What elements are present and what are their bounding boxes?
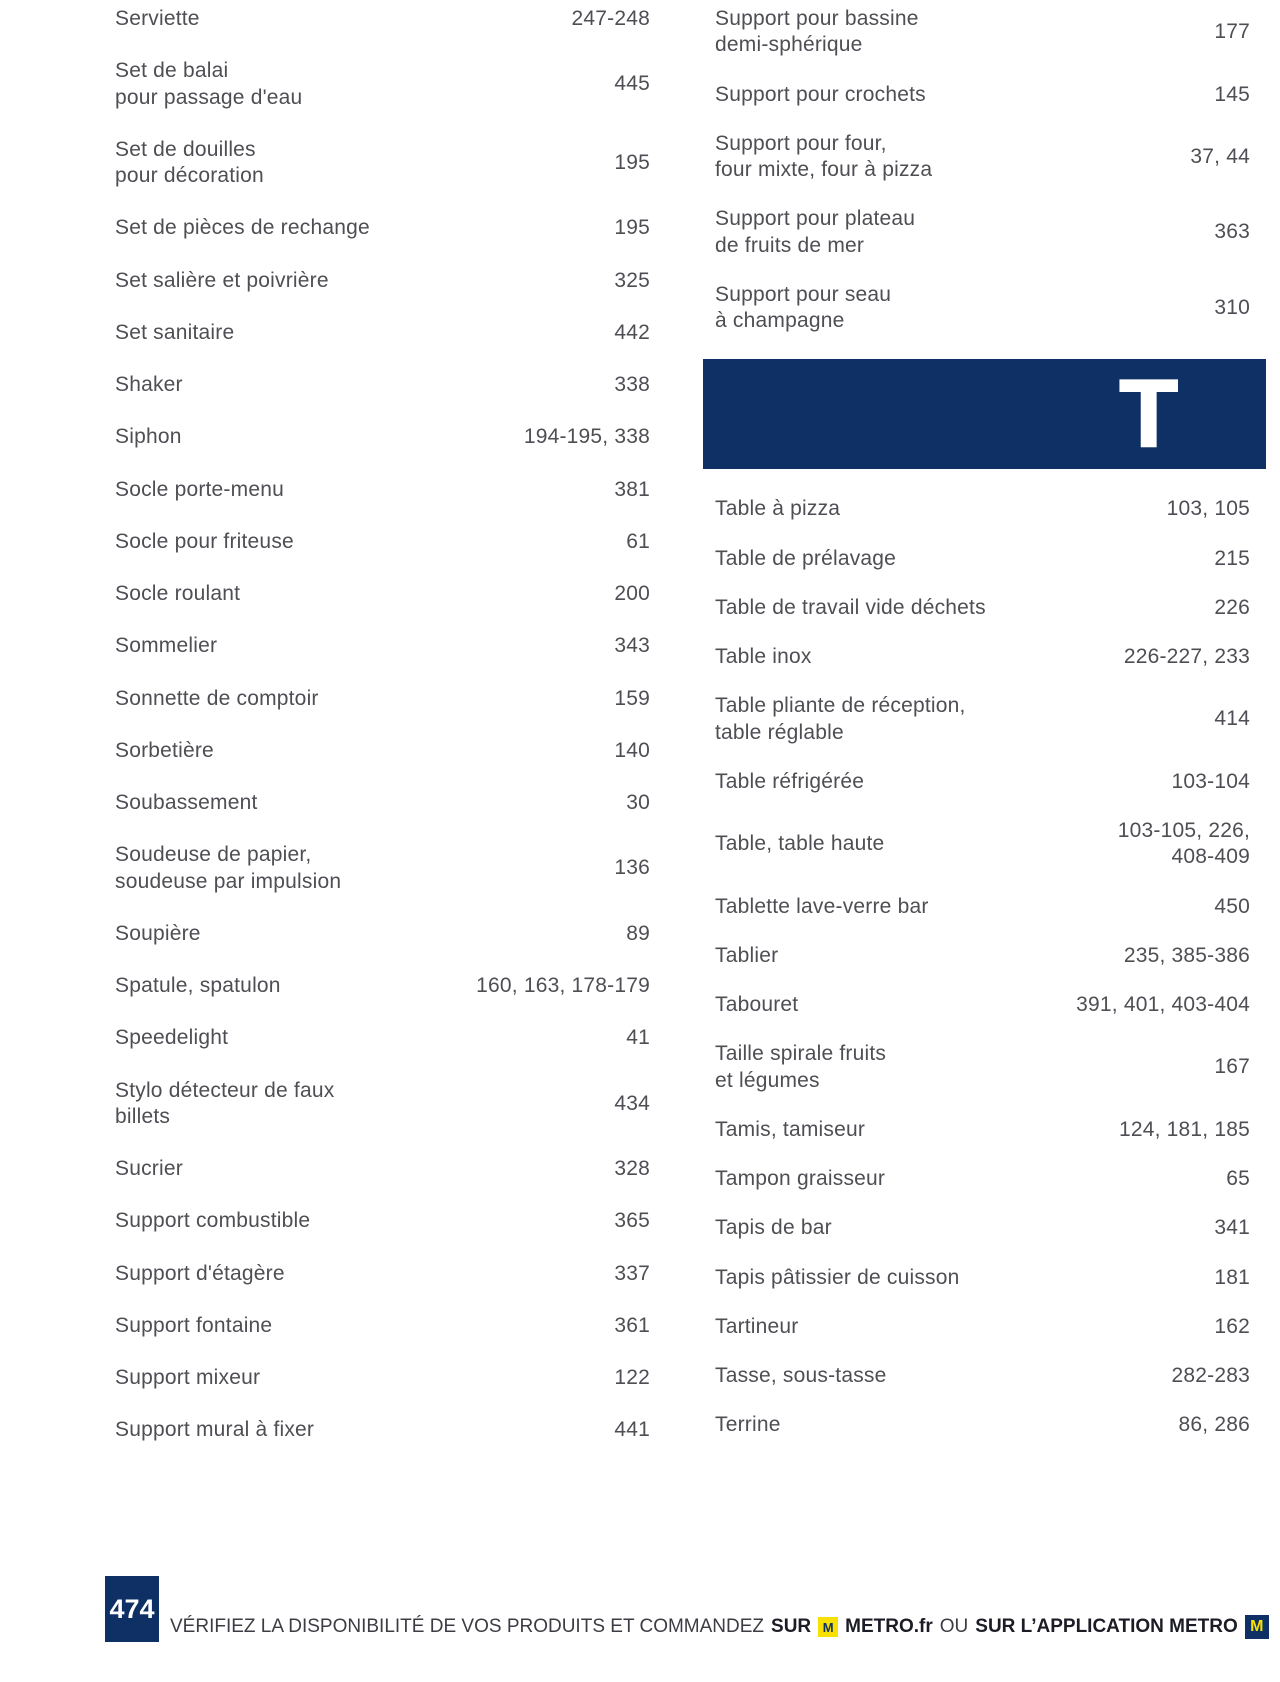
index-column-right	[715, 6, 1250, 1444]
index-term: Siphon	[115, 425, 182, 449]
metro-fr-logo-icon: M	[818, 1617, 838, 1637]
index-pages: 247-248	[571, 7, 650, 30]
index-term: Soupière	[115, 921, 201, 945]
index-row	[715, 992, 1250, 1018]
index-pages: 215	[1214, 546, 1250, 570]
index-term: Spatule, spatulon	[115, 974, 281, 997]
index-term: Table de prélavage	[715, 546, 897, 570]
index-pages: 103-105, 226, 408-409	[1117, 819, 1250, 869]
index-pages: 434	[614, 1091, 650, 1115]
index-pages: 441	[614, 1418, 650, 1442]
index-pages: 282-283	[1171, 1364, 1250, 1387]
index-term: Support pour four, four mixte, four à pizza	[715, 131, 933, 181]
index-pages: 337	[614, 1261, 650, 1285]
index-term: Socle pour friteuse	[115, 529, 294, 553]
index-term: Support mural à fixer	[115, 1418, 315, 1442]
index-pages: 442	[614, 320, 650, 344]
index-row	[715, 82, 1250, 108]
index-term: Support fontaine	[115, 1313, 273, 1337]
index-pages: 450	[1214, 894, 1250, 918]
index-term: Sonnette de comptoir	[115, 686, 319, 710]
index-row	[715, 496, 1250, 522]
index-pages: 86, 286	[1178, 1413, 1250, 1437]
index-row	[115, 1365, 650, 1391]
index-term: Soubassement	[115, 791, 258, 814]
index-pages: 140	[614, 738, 650, 762]
index-pages: 343	[614, 634, 650, 658]
index-term: Table, table haute	[715, 832, 885, 856]
index-pages: 160, 163, 178-179	[476, 974, 650, 997]
index-term: Soudeuse de papier, soudeuse par impulsion	[115, 843, 342, 893]
index-pages: 361	[614, 1313, 650, 1337]
index-pages: 414	[1214, 707, 1250, 731]
index-row	[115, 1025, 650, 1051]
index-pages: 162	[1214, 1314, 1250, 1338]
index-term: Taille spirale fruits et légumes	[715, 1042, 887, 1092]
index-row	[715, 1363, 1250, 1389]
index-term: Table à pizza	[715, 497, 841, 521]
index-pages: 122	[614, 1366, 650, 1389]
index-term: Tabouret	[715, 993, 799, 1016]
index-pages: 391, 401, 403-404	[1076, 993, 1250, 1016]
index-term: Sommelier	[115, 634, 218, 658]
index-pages: 226-227, 233	[1123, 645, 1250, 668]
index-pages: 159	[614, 686, 650, 710]
index-term: Table réfrigérée	[715, 769, 865, 793]
index-pages: 338	[614, 373, 650, 396]
index-term: Set de balai pour passage d'eau	[115, 59, 303, 109]
index-row	[115, 1078, 650, 1131]
footer-text	[170, 1615, 1269, 1642]
index-row	[115, 529, 650, 555]
index-pages: 200	[614, 582, 650, 605]
index-row	[115, 372, 650, 398]
metro-app-logo-icon: M	[1245, 1615, 1269, 1639]
index-column-left	[115, 6, 650, 1444]
index-pages: 124, 181, 185	[1118, 1117, 1250, 1141]
index-row	[115, 686, 650, 712]
index-term: Sorbetière	[115, 738, 214, 762]
index-row	[715, 131, 1250, 184]
index-pages: 61	[626, 529, 650, 553]
index-row	[715, 644, 1250, 670]
footer-segment: METRO.fr	[845, 1616, 933, 1637]
index-columns	[115, 6, 1250, 1444]
index-pages: 226	[1214, 595, 1250, 619]
index-pages: 37, 44	[1190, 144, 1250, 168]
index-row	[715, 894, 1250, 920]
index-row	[715, 6, 1250, 59]
index-row	[715, 1117, 1250, 1143]
index-term: Tapis pâtissier de cuisson	[715, 1265, 960, 1289]
index-row	[115, 973, 650, 999]
index-term: Socle roulant	[115, 582, 241, 605]
index-term: Speedelight	[115, 1026, 229, 1050]
index-term: Set salière et poivrière	[115, 268, 329, 292]
index-pages: 30	[626, 791, 650, 814]
index-term: Tapis de bar	[715, 1216, 832, 1240]
index-term: Tartineur	[715, 1314, 799, 1338]
page-number: 474	[109, 1593, 155, 1624]
index-pages: 195	[614, 216, 650, 240]
index-term: Support mixeur	[115, 1366, 261, 1389]
index-row	[115, 6, 650, 32]
index-pages: 89	[626, 921, 650, 945]
index-term: Support pour seau à champagne	[715, 282, 892, 332]
section-letter: T	[1119, 360, 1178, 468]
index-row	[115, 1156, 650, 1182]
index-row	[115, 921, 650, 947]
index-row	[715, 1314, 1250, 1340]
index-pages: 136	[614, 856, 650, 880]
footer-segment: SUR	[771, 1616, 812, 1637]
index-row	[715, 1041, 1250, 1094]
index-pages: 328	[614, 1157, 650, 1180]
index-row	[115, 581, 650, 607]
index-term: Terrine	[715, 1413, 781, 1437]
index-row	[115, 1313, 650, 1339]
index-row	[715, 1412, 1250, 1438]
index-pages: 195	[614, 150, 650, 174]
index-row	[115, 477, 650, 503]
index-pages: 177	[1214, 20, 1250, 44]
index-pages: 65	[1226, 1167, 1250, 1190]
index-pages: 103-104	[1171, 769, 1250, 793]
footer-segment: OU	[939, 1616, 969, 1637]
footer-segment: SUR L’APPLICATION METRO	[975, 1616, 1238, 1637]
index-term: Table pliante de réception, table réglable	[715, 694, 966, 744]
page-number-badge	[105, 1576, 159, 1642]
index-term: Support pour bassine demi-sphérique	[715, 7, 919, 57]
index-row	[715, 1166, 1250, 1192]
index-term: Set sanitaire	[115, 320, 235, 344]
index-row	[715, 1265, 1250, 1291]
index-row	[715, 546, 1250, 572]
index-pages: 145	[1214, 82, 1250, 106]
index-row	[115, 58, 650, 111]
index-pages: 310	[1214, 295, 1250, 319]
index-row	[115, 1417, 650, 1443]
index-row	[115, 268, 650, 294]
index-term: Table inox	[715, 645, 812, 668]
index-pages: 167	[1214, 1055, 1250, 1079]
index-pages: 325	[614, 268, 650, 292]
index-pages: 363	[1214, 220, 1250, 244]
index-row	[115, 1261, 650, 1287]
index-row	[715, 282, 1250, 335]
index-pages: 181	[1214, 1265, 1250, 1289]
index-pages: 381	[614, 477, 650, 501]
index-term: Tampon graisseur	[715, 1167, 886, 1190]
index-term: Stylo détecteur de faux billets	[115, 1078, 335, 1128]
index-term: Tablier	[715, 943, 779, 967]
index-row	[715, 818, 1250, 871]
index-term: Serviette	[115, 7, 200, 30]
index-term: Support pour crochets	[715, 82, 926, 106]
index-row	[715, 943, 1250, 969]
index-pages: 235, 385-386	[1123, 943, 1250, 967]
index-term: Set de douilles pour décoration	[115, 137, 264, 187]
index-term: Tamis, tamiseur	[715, 1117, 866, 1141]
index-row	[115, 842, 650, 895]
index-term: Support combustible	[115, 1209, 311, 1233]
index-pages: 341	[1214, 1216, 1250, 1240]
index-row	[715, 769, 1250, 795]
index-term: Table de travail vide déchets	[715, 595, 986, 619]
index-row	[115, 738, 650, 764]
index-row	[115, 1208, 650, 1234]
index-pages: 445	[614, 72, 650, 96]
index-row	[715, 693, 1250, 746]
index-term: Support d'étagère	[115, 1261, 285, 1285]
index-row	[715, 595, 1250, 621]
index-row	[715, 206, 1250, 259]
index-row	[715, 1215, 1250, 1241]
index-term: Shaker	[115, 373, 183, 396]
index-row	[115, 215, 650, 241]
index-term: Set de pièces de rechange	[115, 216, 370, 240]
section-letter-banner	[703, 359, 1266, 469]
index-row	[115, 137, 650, 190]
index-row	[115, 633, 650, 659]
index-pages: 41	[626, 1026, 650, 1050]
index-term: Sucrier	[115, 1157, 183, 1180]
index-pages: 365	[614, 1209, 650, 1233]
index-row	[115, 424, 650, 450]
index-term: Tasse, sous-tasse	[715, 1364, 887, 1387]
index-term: Support pour plateau de fruits de mer	[715, 207, 916, 257]
index-row	[115, 320, 650, 346]
index-row	[115, 790, 650, 816]
index-pages: 194-195, 338	[523, 425, 650, 449]
page-footer	[105, 1576, 1269, 1642]
index-term: Tablette lave-verre bar	[715, 894, 929, 918]
index-term: Socle porte-menu	[115, 477, 284, 501]
index-pages: 103, 105	[1166, 497, 1250, 521]
footer-segment: VÉRIFIEZ LA DISPONIBILITÉ DE VOS PRODUITS ET COMMANDEZ	[170, 1616, 765, 1637]
